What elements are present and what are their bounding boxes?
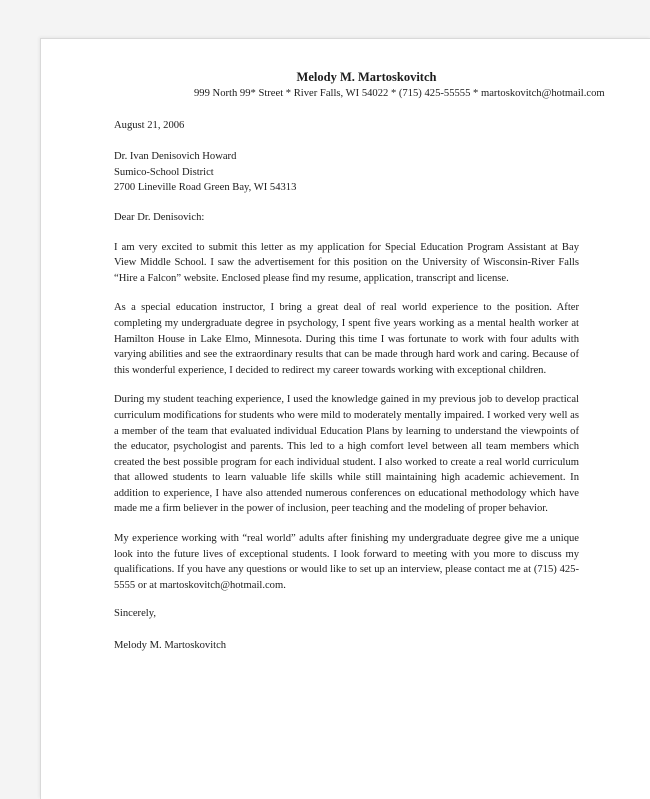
recipient-name: Dr. Ivan Denisovich Howard bbox=[114, 151, 237, 163]
signature: Melody M. Martoskovitch bbox=[114, 640, 227, 652]
body-paragraph: I am very excited to submit this letter as my application for Special Education Program Assistant at Bay View Middle School. I saw the advertisement for this position on the University of Wisconsin-River Falls “Hire a Falcon” website. Enclosed please find my resume, application, transcript and license. bbox=[114, 241, 579, 284]
recipient-block bbox=[114, 149, 579, 196]
recipient-organization: Sumico-School District bbox=[114, 166, 214, 178]
letter-page bbox=[40, 38, 650, 799]
recipient-address: 2700 Lineville Road Green Bay, WI 54313 bbox=[114, 182, 297, 194]
salutation: Dear Dr. Denisovich: bbox=[114, 211, 205, 223]
body-paragraph: My experience working with “real world” adults after finishing my undergraduate degree give me a unique look into the future lives of exceptional students. I look forward to meeting with you more to discuss my qualifications. If you have any questions or would like to set up an interview, please contact me at (715) 425-5555 or at martoskovitch@hotmail.com. bbox=[114, 533, 579, 591]
body-paragraph: During my student teaching experience, I used the knowledge gained in my previous job to develop practical curriculum modifications for students who were mild to moderately mentally impaired. I worked very well as a member of the team that evaluated individual Education Plans by learning to understand the viewpoints of the educator, psychologist and parents. This led to a high comfort level between all team members which created the best possible program for each individual student. I also worked to create a real world curriculum that allowed students to learn valuable life skills while still maintaining high academic achievement. In addition to experience, I have also attended numerous conferences on educational methodology which have made me a firm believer in the power of inclusion, peer teaching and the modeling of proper behavior. bbox=[114, 394, 579, 515]
letter-date: August 21, 2006 bbox=[114, 119, 185, 131]
sender-contact: 999 North 99* Street * River Falls, WI 54022 * (715) 425-55555 * martoskovitch@hotmail.com bbox=[194, 88, 605, 99]
closing: Sincerely, bbox=[114, 608, 156, 620]
letter-content bbox=[114, 69, 605, 654]
body-paragraph: As a special education instructor, I bring a great deal of real world experience to the position. After completing my undergraduate degree in psychology, I spent five years working as a mental health worker at Hamilton House in Lake Elmo, Minnesota. During this time I was fortunate to work with four adults with varying abilities and see the extraordinary results that can be made through hard work and caring. Because of this wonderful experience, I decided to redirect my career towards working with exceptional children. bbox=[114, 302, 579, 376]
sender-name: Melody M. Martoskovitch bbox=[296, 70, 437, 84]
